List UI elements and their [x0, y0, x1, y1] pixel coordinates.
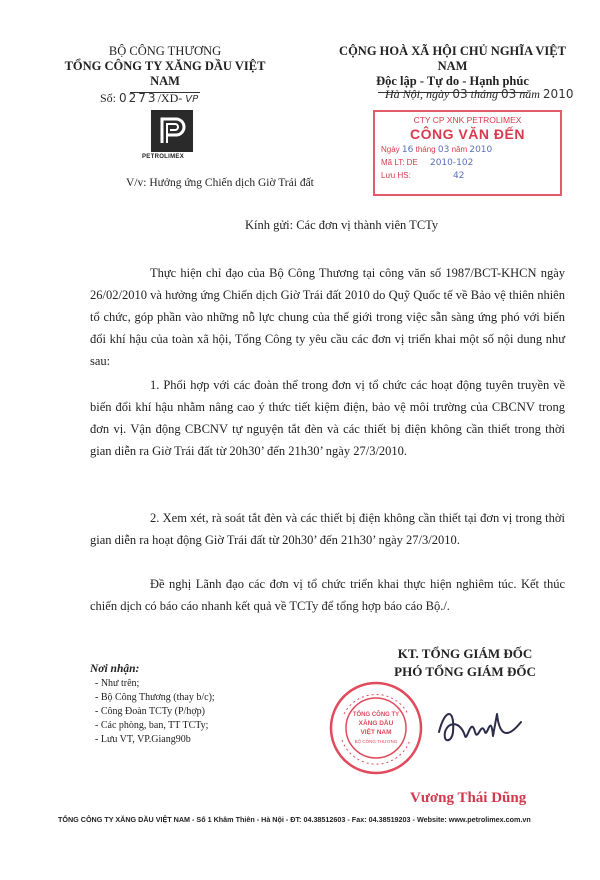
stamp-company: CTY CP XNK PETROLIMEX — [413, 115, 522, 125]
signature-title-line2: PHÓ TỔNG GIÁM ĐỐC — [394, 664, 536, 679]
svg-text:TỔNG CÔNG TY: TỔNG CÔNG TY — [352, 712, 400, 718]
stamp-date-month: 03 — [437, 145, 450, 155]
svg-text:BỘ CÔNG THƯƠNG: BỘ CÔNG THƯƠNG — [354, 739, 398, 744]
stamp-code-row — [381, 158, 560, 168]
official-seal-icon — [328, 680, 424, 776]
recipient-item: - Như trên; — [95, 678, 140, 689]
motto: Độc lập - Tự do - Hạnh phúc — [376, 74, 529, 88]
body-paragraph-4: Đề nghị Lãnh đạo các đơn vị tổ chức triển khai thực hiện nghiêm túc. Kết thúc chiến dịch có báo cáo nhanh kết quả về TCTy để tổng hợp báo cáo Bộ./. — [90, 577, 565, 613]
ministry-name: BỘ CÔNG THƯƠNG — [108, 44, 222, 58]
stamp-date-year: 2010 — [469, 145, 493, 155]
issue-date — [385, 87, 573, 102]
doc-number-suffix: /XD- — [157, 91, 183, 105]
recipient-item: - Các phòng, ban, TT TCTy; — [95, 720, 209, 731]
signature-title — [350, 645, 580, 681]
date-year: 2010 — [542, 87, 574, 101]
logo-caption: PETROLIMEX — [142, 154, 185, 160]
national-motto — [330, 44, 575, 93]
doc-number-value: 0273 — [119, 91, 158, 105]
date-place: Hà Nội, ngày — [385, 87, 450, 101]
signer-name: Vương Thái Dũng — [410, 790, 527, 806]
date-month: 03 — [500, 87, 517, 101]
greeting: Kính gửi: Các đơn vị thành viên TCTy — [245, 218, 439, 232]
date-month-label: tháng — [470, 87, 498, 101]
recipient-item: - Công Đoàn TCTy (P/hợp) — [95, 706, 205, 717]
petrolimex-logo-icon — [150, 109, 194, 153]
stamp-date-row — [381, 145, 560, 155]
stamp-code-label: Mã LT: DE — [381, 158, 418, 167]
body-paragraph-2: 1. Phối hợp với các đoàn thể trong đơn vị tổ chức các hoạt động tuyên truyền về biến đổi khí hậu nhằm nâng cao ý thức tiết kiệm điện, bảo vệ môi trường của CBCNV trong đơn vị. Vận động CBCNV tự nguyện tắt đèn và các thiết bị điện không cần thiết trong thời gian diễn ra Giờ Trái đất từ 20h30’ đến 21h30’ ngày 27/3/2010. — [90, 378, 565, 458]
svg-text:VIỆT NAM: VIỆT NAM — [360, 729, 392, 736]
stamp-file-row — [381, 171, 560, 181]
recipient-item: - Bộ Công Thương (thay b/c); — [95, 692, 215, 703]
stamp-date-label: Ngày — [381, 145, 400, 154]
body-paragraph-3: 2. Xem xét, rà soát tắt đèn và các thiết bị điện không cần thiết tại đơn vị trong thời gian diễn ra hoạt động Giờ Trái đất từ 20h30’ đến 21h30’ ngày 27/3/2010. — [90, 511, 565, 547]
stamp-title: CÔNG VĂN ĐẾN — [410, 126, 525, 142]
doc-number-suffix-handwritten: VP — [185, 94, 199, 105]
subject-line: V/v: Hưởng ứng Chiến dịch Giờ Trái đất — [126, 177, 314, 189]
document-number — [100, 91, 198, 106]
handwritten-signature-icon — [435, 702, 525, 752]
svg-text:XĂNG DẦU: XĂNG DẦU — [358, 720, 394, 727]
issuing-organization — [60, 44, 270, 93]
date-day: 03 — [452, 87, 468, 101]
stamp-file-label: Lưu HS: — [381, 171, 411, 180]
footer-contact: TỔNG CÔNG TY XĂNG DẦU VIỆT NAM - Số 1 Khâm Thiên - Hà Nội - ĐT: 04.38512603 - Fax: 04.38519203 - Website: www.petrolimex.com.vn — [58, 815, 531, 824]
received-stamp — [373, 110, 562, 196]
stamp-year-label: năm — [451, 145, 468, 154]
stamp-month-label: tháng — [415, 145, 436, 154]
date-year-label: năm — [519, 87, 540, 101]
recipients-list — [95, 677, 215, 747]
corporation-name: TỔNG CÔNG TY XĂNG DẦU VIỆT NAM — [64, 59, 266, 88]
nation-name: CỘNG HOÀ XÃ HỘI CHỦ NGHĨA VIỆT NAM — [339, 44, 566, 73]
stamp-file-value: 42 — [453, 171, 465, 181]
doc-number-prefix: Số: — [100, 91, 117, 105]
signature-title-line1: KT. TỔNG GIÁM ĐỐC — [397, 646, 533, 661]
stamp-date-day: 16 — [401, 145, 414, 155]
stamp-code-value: 2010-102 — [429, 158, 474, 168]
body-paragraph-1: Thực hiện chỉ đạo của Bộ Công Thương tại công văn số 1987/BCT-KHCN ngày 26/02/2010 và hưởng ứng Chiến dịch Giờ Trái đất 2010 do Quỹ Quốc tế về Bảo vệ thiên nhiên tổ chức, góp phần vào những nỗ lực chung của thế giới trong việc sẵn sàng ứng phó với biến đổi khí hậu của toàn xã hội, Tổng Công ty yêu cầu các đơn vị triển khai một số nội dung như sau: — [90, 266, 565, 368]
recipient-item: - Lưu VT, VP.Giang90b — [95, 734, 191, 745]
recipients-label: Nơi nhận: — [90, 663, 140, 675]
